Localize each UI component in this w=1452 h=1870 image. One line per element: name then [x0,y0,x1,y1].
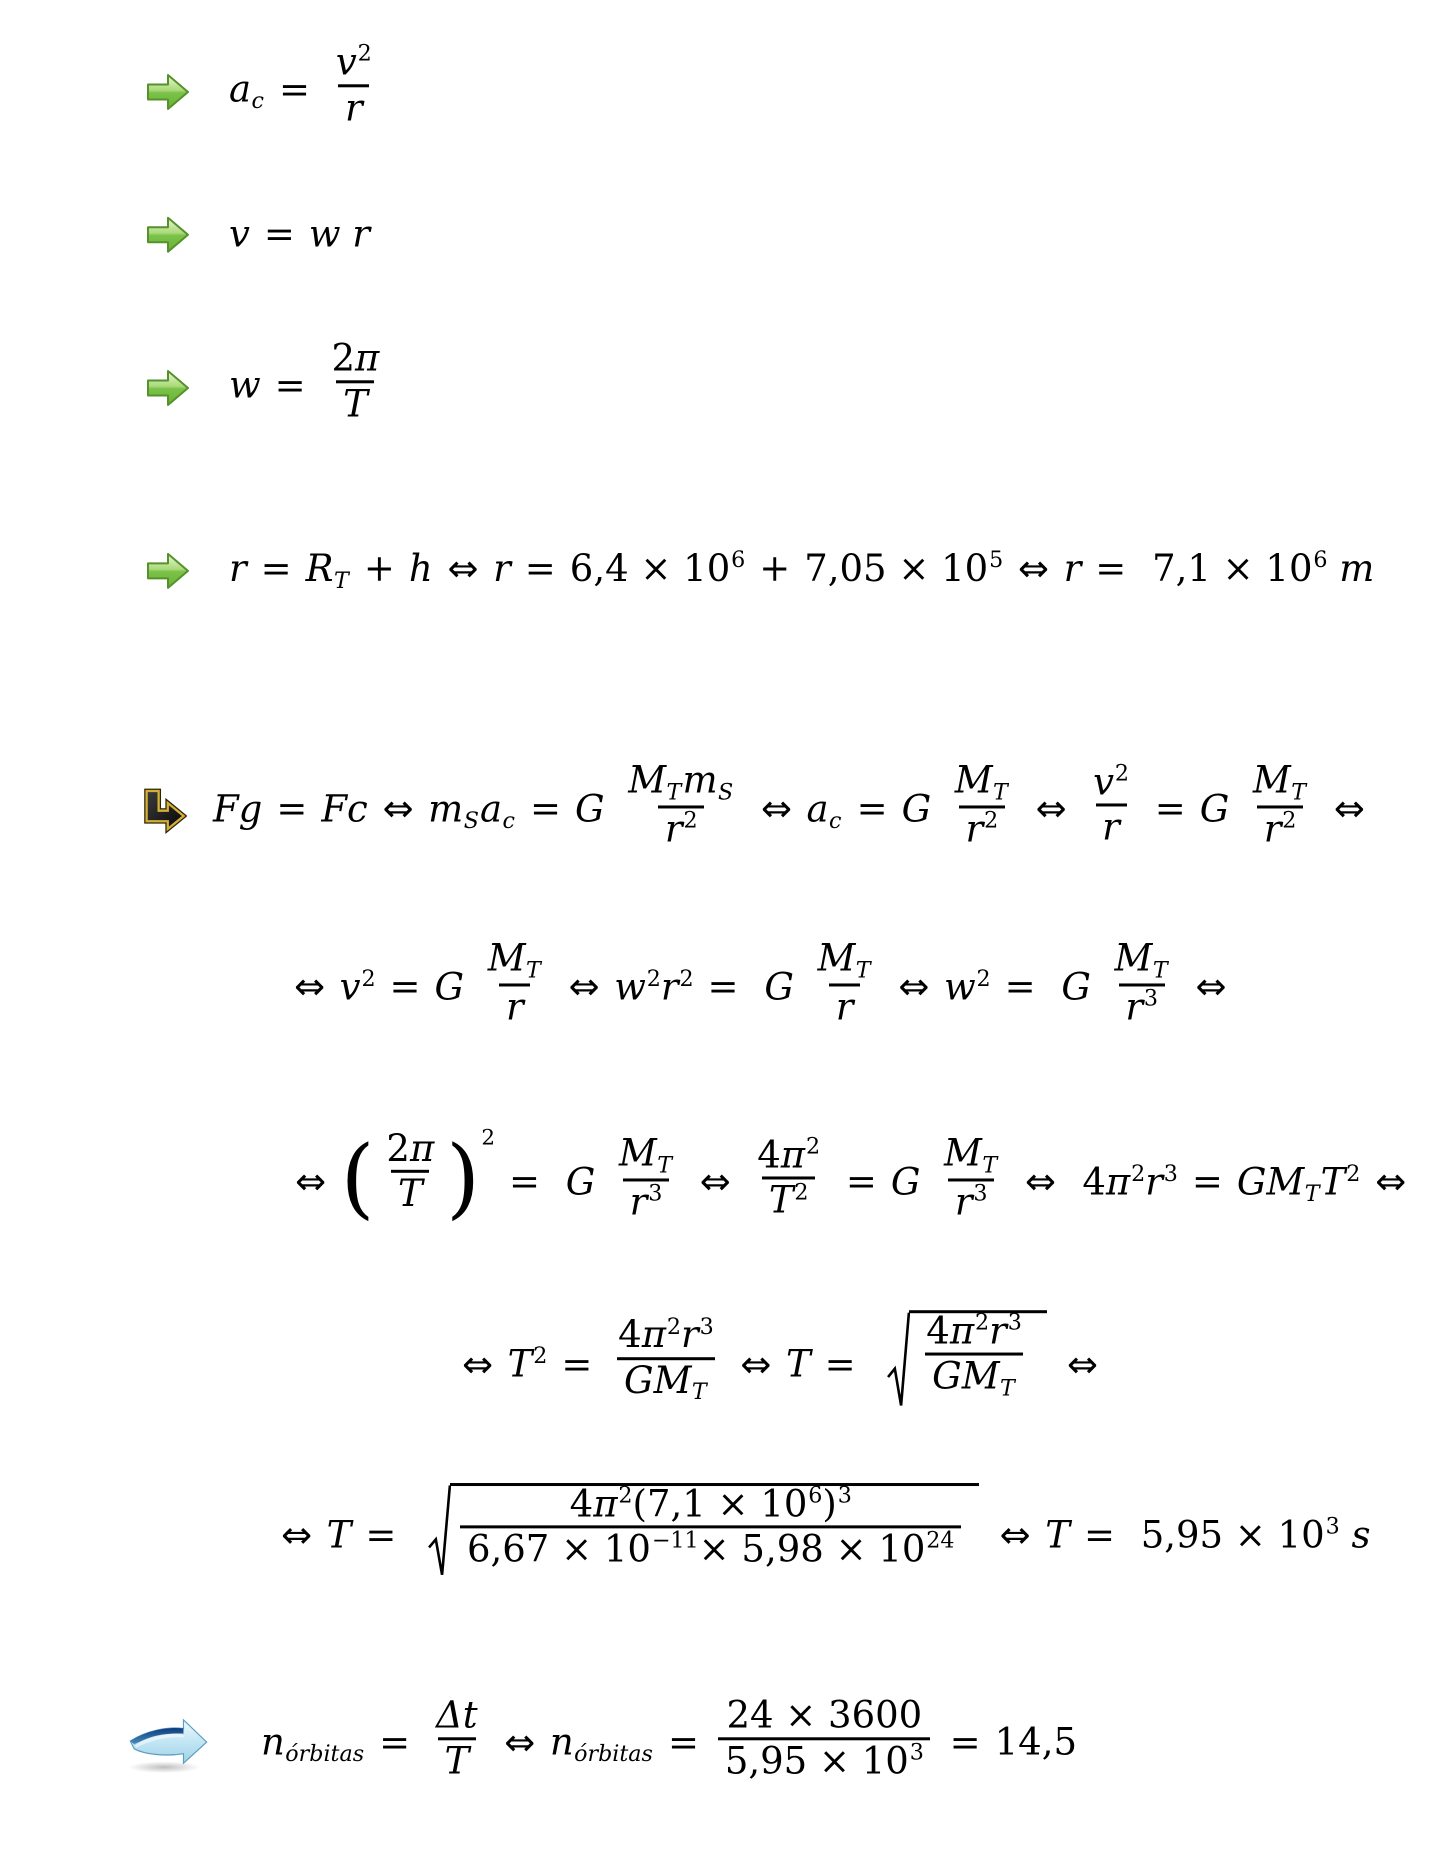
math-text: 2 [666,1313,682,1340]
math-text: a [480,787,503,831]
fraction [380,1128,441,1216]
math-text: 3 [1143,985,1159,1012]
fraction-numerator [380,1128,441,1171]
math-text: 3 [648,1180,663,1207]
math-text: G [434,965,476,1009]
math-text: 2 [646,965,661,992]
fraction-denominator [391,1170,429,1216]
math-text: 2 [618,1482,633,1509]
math-text: = [267,67,322,111]
math-text: = [518,787,573,831]
math-text: c [829,808,842,835]
math-text: T [1291,779,1307,806]
math-text: n [549,1720,574,1764]
math-text: = [497,1160,564,1204]
fraction [718,1694,930,1782]
fraction-numerator [720,1694,929,1737]
math-text: = [695,965,763,1009]
math-text: 5,95 × 10 [724,1738,909,1782]
math-text: (7,1 × 10 [632,1482,808,1526]
formula-math [229,336,391,432]
math-text: T [657,1152,673,1179]
fraction [937,1132,1005,1224]
fraction [612,1132,680,1224]
fraction-numerator [329,41,378,84]
formula-line [145,40,384,136]
formula-math [229,548,1374,594]
fraction [811,937,879,1029]
math-text: T [855,957,871,984]
math-text: 7,05 × 10 [804,546,989,590]
math-text: GM [1236,1160,1305,1204]
fraction-denominator [658,806,704,852]
math-text: = [656,1720,711,1764]
double-arrow-symbol: ⇔ [1183,965,1227,1009]
math-text: π [641,1313,667,1357]
fraction [1108,937,1176,1029]
math-text: T [343,381,368,425]
fraction-denominator [1096,804,1127,850]
formula-line [137,758,1368,858]
math-text: w r [308,212,370,256]
fraction [920,1310,1029,1402]
formula-math [261,1693,1078,1789]
math-text: 3 [1163,1160,1178,1187]
math-text: π [409,1126,435,1170]
math-text: v [1093,760,1114,804]
math-text: π [949,1309,975,1353]
math-text: = [1072,1513,1139,1557]
math-text: 2 [357,40,372,67]
math-text: r [835,985,854,1029]
fraction-denominator [718,1737,930,1783]
fraction-numerator [937,1132,1005,1178]
math-text: w [229,363,261,407]
fraction-numerator [920,1310,1029,1353]
math-text: 3 [1007,1309,1022,1336]
close-paren: ) [446,1126,481,1229]
math-text: T [1304,1181,1320,1208]
blue-arrow-icon [125,1716,211,1774]
double-arrow-symbol: ⇔ [987,1513,1043,1557]
math-text: = [549,1342,605,1386]
math-text: 2 [679,965,694,992]
fraction [460,1483,961,1571]
math-text: m [682,758,718,802]
math-text: M [817,936,856,980]
fraction [751,1134,827,1222]
math-text: r [681,1313,699,1357]
math-text: T [398,1172,423,1216]
open-paren: ( [340,1126,375,1229]
math-text: 2 [361,965,376,992]
fraction [481,937,549,1029]
math-text: w [943,965,976,1009]
fraction-denominator [1257,806,1303,852]
math-text: v [335,40,357,84]
double-arrow-symbol: ⇔ [1055,1342,1098,1386]
math-text: 6,4 × 10 [569,546,731,590]
math-text: r [493,546,511,590]
math-text: GM [932,1354,1000,1398]
math-text: = [262,363,318,407]
math-text: = [937,1720,993,1764]
math-text: 2 [805,1133,821,1160]
fraction-numerator [563,1483,859,1526]
math-text: 3 [837,1482,852,1509]
math-text: R [305,546,334,590]
math-text: = [834,1160,889,1204]
math-text: r [629,1180,648,1224]
parenthesized-expression [340,1125,495,1229]
math-text: M [487,936,526,980]
double-arrow-symbol: ⇔ [435,546,491,590]
math-text: M [618,1131,657,1175]
fraction-numerator [751,1134,827,1177]
math-text: w [614,965,646,1009]
fraction-numerator [612,1132,680,1178]
fraction-numerator [612,1314,721,1357]
math-text: 6,67 × 10 [466,1527,651,1571]
math-text: π [355,336,380,380]
math-text: r [989,1309,1007,1353]
double-arrow-symbol: ⇔ [280,1513,324,1557]
math-text: r [505,985,524,1029]
bent-arrow-icon [137,788,187,836]
math-text: T [768,1178,794,1222]
formula-math [213,758,1368,858]
math-text: Fg [213,787,263,831]
math-text: r [965,807,984,851]
double-arrow-symbol: ⇔ [492,1720,547,1764]
math-text: r [1063,546,1082,590]
math-text: h [408,546,433,590]
math-text: v [339,965,361,1009]
math-text: T [526,957,541,984]
math-text: 4 [618,1313,642,1357]
math-text: = [812,1342,880,1386]
fraction-denominator [338,84,369,130]
math-text: = [252,212,307,256]
fraction [948,759,1016,851]
math-text: = [513,546,568,590]
math-text: a [806,787,829,831]
math-text: 5,95 × 10 [1140,1513,1325,1557]
formula-line [145,214,370,257]
fraction-denominator [948,1179,994,1225]
math-text: G [565,1160,608,1204]
math-text: c [251,88,264,115]
fraction-denominator [1119,984,1165,1030]
math-text: 4 [757,1133,781,1177]
fraction-numerator [811,937,879,983]
formula-line [459,1309,1101,1417]
math-text: = [1083,546,1150,590]
math-text: 2 [984,807,999,834]
math-text: π [593,1482,618,1526]
fraction-denominator [460,1526,961,1572]
square-root [887,1310,1047,1410]
math-text: 3 [699,1313,714,1340]
double-arrow-symbol: ⇔ [1013,1160,1068,1204]
fraction [329,41,378,129]
math-text: órbitas [285,1741,365,1768]
math-text: 6 [1313,547,1328,574]
math-text: + [352,546,407,590]
formula-line [292,1125,1409,1231]
math-text: 6 [731,547,746,574]
math-text: m [1327,546,1375,590]
math-text: 5 [989,547,1004,574]
double-arrow-symbol: ⇔ [461,1342,505,1386]
math-text: = [248,546,304,590]
math-text: M [944,1131,982,1175]
math-text: 24 × 3600 [726,1693,923,1737]
math-text: r [344,85,363,129]
math-text: 2 [1114,760,1129,787]
double-arrow-symbol: ⇔ [556,965,612,1009]
math-text: M [954,758,993,802]
math-text: 2 [976,965,991,992]
fraction-denominator [623,1179,669,1225]
math-text: v [229,212,250,256]
green-arrow-icon [145,215,191,255]
math-text: T [333,567,349,594]
math-text: T [1152,957,1168,984]
math-text: 2 [1282,807,1297,834]
fraction-numerator [429,1694,484,1737]
double-arrow-symbol: ⇔ [749,787,804,831]
math-text: 14,5 [994,1720,1078,1764]
math-text: r [1263,807,1282,851]
math-text: T [666,779,682,806]
math-text: G [575,787,617,831]
math-text: ) [822,1482,837,1526]
double-arrow-symbol: ⇔ [294,1160,338,1204]
math-text: = [367,1720,422,1764]
math-text: T [982,1152,998,1179]
math-text: 4 [926,1309,950,1353]
formula-line [278,1482,1371,1587]
math-text: G [1199,787,1242,831]
double-arrow-symbol: ⇔ [728,1342,784,1386]
formula-math [459,1309,1101,1417]
fraction-denominator [336,380,374,426]
double-arrow-symbol: ⇔ [1321,787,1365,831]
fraction-numerator [1086,761,1135,804]
fraction-denominator [438,1737,476,1783]
math-text: G [1061,965,1103,1009]
math-text: T [1045,1513,1070,1557]
formula-math [291,936,1229,1036]
fraction-numerator [1246,759,1314,805]
green-arrow-icon [145,551,191,591]
math-text: S [463,808,479,835]
math-text: × 5,98 × 10 [698,1527,926,1571]
math-text: r [664,807,683,851]
math-text: T [993,779,1008,806]
math-text: 7,1 × 10 [1152,546,1313,590]
math-text: π [780,1133,806,1177]
fraction-numerator [1108,937,1176,983]
formula-math [278,1482,1371,1587]
fraction-denominator [829,984,860,1030]
math-text: = [377,965,433,1009]
math-text: r [954,1180,973,1224]
formula-math [292,1125,1409,1231]
fraction-numerator [622,759,741,805]
math-text: 2 [794,1179,809,1206]
math-text: = [844,787,900,831]
math-text: 3 [973,1180,988,1207]
math-text: T [507,1342,533,1386]
math-text: T [1000,1375,1015,1402]
math-text: = [1143,787,1198,831]
double-arrow-symbol: ⇔ [1023,787,1079,831]
fraction-denominator [499,984,530,1030]
double-arrow-symbol: ⇔ [1006,546,1061,590]
fraction-denominator [959,806,1005,852]
double-arrow-symbol: ⇔ [293,965,337,1009]
math-text: = [992,965,1060,1009]
fraction [612,1314,721,1406]
fraction [325,337,386,425]
formula-math [229,214,370,257]
math-text: c [502,808,515,835]
math-text: a [229,67,252,111]
fraction-denominator [617,1357,714,1406]
math-text: 6 [808,1482,823,1509]
math-text: m [428,787,464,831]
math-text: M [1114,936,1153,980]
math-text: = [1180,1160,1235,1204]
square-root [428,1483,980,1580]
math-text: n [261,1720,285,1764]
math-text: 2 [683,807,698,834]
fraction [429,1694,484,1782]
math-text: Δt [435,1693,478,1737]
math-text: −11 [651,1527,699,1554]
fraction-numerator [481,937,549,983]
math-text: T [1320,1160,1346,1204]
math-text: S [717,779,734,806]
formula-math [229,40,384,136]
math-text: 2 [533,1342,548,1369]
math-text: T [785,1342,811,1386]
math-text: π [1105,1160,1131,1204]
fraction-numerator [325,337,386,380]
double-arrow-symbol: ⇔ [370,787,426,831]
fraction-denominator [925,1353,1022,1402]
paren-exponent: 2 [481,1125,495,1151]
radical-sign-icon [887,1310,910,1410]
math-text: 4 [1070,1160,1106,1204]
formula-line [145,548,1374,594]
math-text: r [229,546,247,590]
double-arrow-symbol: ⇔ [1363,1160,1407,1204]
math-text: T [444,1738,470,1782]
formula-line [125,1693,1078,1789]
math-text: s [1339,1513,1371,1557]
radical-sign-icon [428,1483,451,1580]
math-text: 4 [569,1482,594,1526]
fraction [1246,759,1314,851]
math-text: 24 [926,1527,955,1554]
math-text: r [1125,985,1144,1029]
math-text: = [264,787,320,831]
math-text: M [628,758,667,802]
math-text: r [1102,805,1120,849]
math-text: G [890,1160,933,1204]
math-text: GM [624,1359,692,1403]
double-arrow-symbol: ⇔ [687,1160,743,1204]
formula-line [145,336,391,432]
fraction-numerator [948,759,1016,805]
math-text: 2 [1131,1160,1146,1187]
math-text: Fc [321,787,368,831]
fraction [1086,761,1135,849]
math-text: T [691,1379,707,1406]
math-text: órbitas [574,1741,653,1768]
fraction-denominator [762,1177,815,1223]
math-text: 3 [909,1739,924,1766]
green-arrow-icon [145,72,191,112]
math-text: r [1145,1160,1163,1204]
math-text: 3 [1325,1513,1340,1540]
math-text: 2 [1346,1160,1361,1187]
math-text: + [747,546,802,590]
fraction [622,759,741,851]
double-arrow-symbol: ⇔ [886,965,942,1009]
formula-line [291,936,1229,1036]
math-text: 2 [386,1126,410,1170]
math-text: M [1252,758,1291,802]
math-text: 2 [331,336,356,380]
math-text: G [901,787,943,831]
math-text: G [764,965,806,1009]
math-text: r [660,965,679,1009]
math-text: 2 [975,1309,990,1336]
green-arrow-icon [145,368,191,408]
math-text: = [353,1513,420,1557]
math-text: T [326,1513,352,1557]
